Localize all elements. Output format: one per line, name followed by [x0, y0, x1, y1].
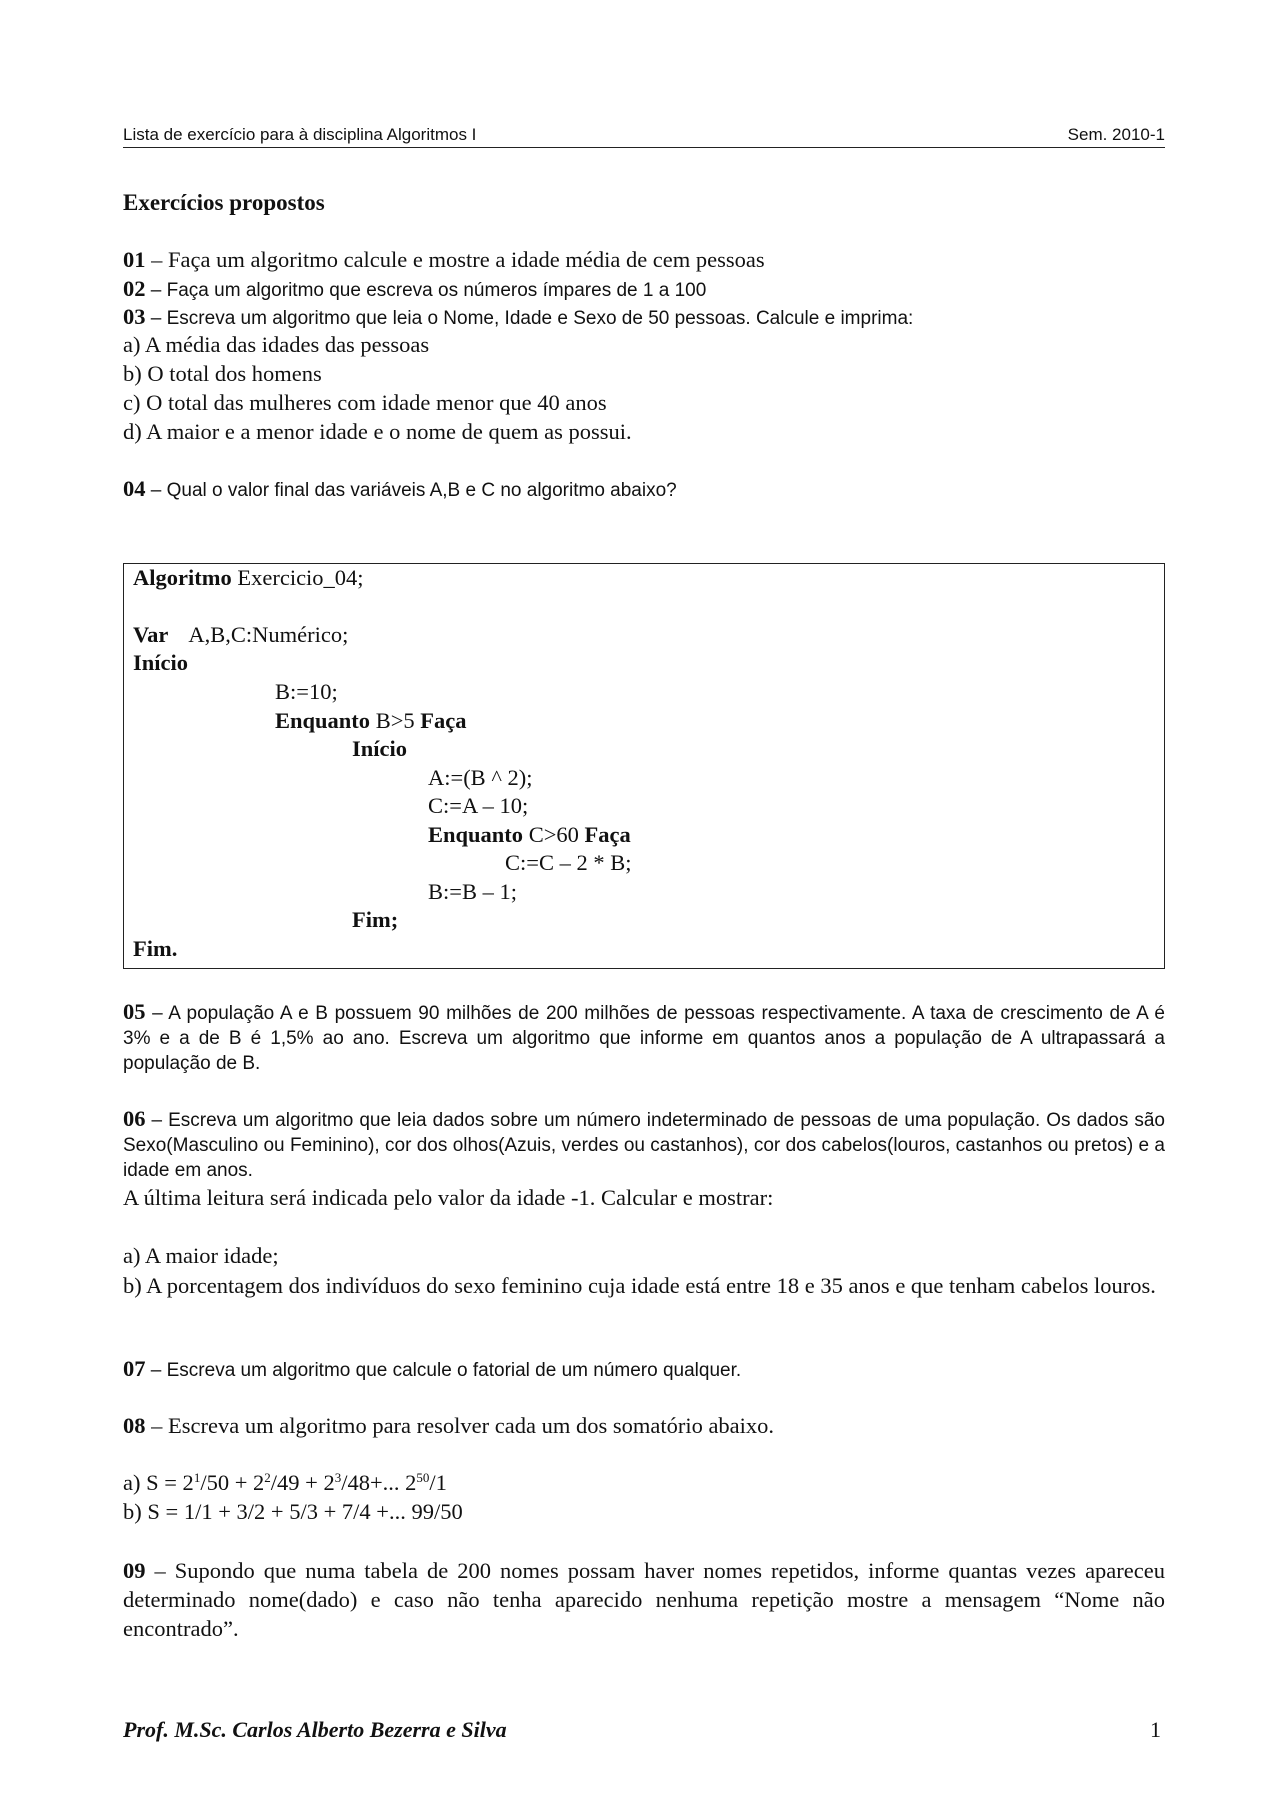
code-line-b-update: B:=B – 1;	[428, 879, 517, 904]
keyword-algoritmo: Algoritmo	[133, 565, 232, 590]
exercise-06-item-a: a) A maior idade;	[123, 1243, 279, 1268]
exercise-06-instruction: A última leitura será indicada pelo valor da idade -1. Calcular e mostrar:	[123, 1185, 774, 1210]
exercise-number: 05	[123, 999, 146, 1024]
exercise-text: – Escreva um algoritmo que leia o Nome, Idade e Sexo de 50 pessoas. Calcule e imprima:	[145, 308, 914, 329]
condition: B>5	[370, 708, 421, 733]
header-rule	[123, 147, 1165, 148]
code-line-inicio	[133, 650, 188, 676]
page-number: 1	[1150, 1717, 1161, 1742]
exercise-text: – Escreva um algoritmo que calcule o fatorial de um número qualquer.	[145, 1360, 742, 1381]
exercise-number: 09	[123, 1558, 146, 1583]
exercise-07	[123, 1356, 741, 1382]
exercise-text: – Escreva um algoritmo para resolver cada um dos somatório abaixo.	[145, 1413, 775, 1438]
exponent: 1	[193, 1470, 201, 1485]
exercise-06	[123, 1106, 1165, 1183]
exercise-text: – Faça um algoritmo calcule e mostre a idade média de cem pessoas	[145, 247, 765, 272]
exercise-text: – Qual o valor final das variáveis A,B e C no algoritmo abaixo?	[145, 480, 677, 501]
exercise-number: 08	[123, 1413, 146, 1438]
code-line-a-assign: A:=(B ^ 2);	[428, 765, 533, 790]
keyword-enquanto: Enquanto	[428, 822, 524, 847]
exercise-03-item-b: b) O total dos homens	[123, 361, 322, 386]
header-semester: Sem. 2010-1	[1067, 125, 1165, 144]
keyword-faca: Faça	[420, 708, 467, 733]
exercise-text: – Supondo que numa tabela de 200 nomes possam haver nomes repetidos, informe quantas vezes apareceu determinado nome(dado) e caso não tenha aparecido nenhuma repetição mostre a mensagem “Nome não encontrado”.	[123, 1558, 1165, 1641]
exponent: 2	[264, 1470, 271, 1485]
exercise-05	[123, 999, 1165, 1076]
exponent: 3	[334, 1470, 342, 1485]
exercise-text: – A população A e B possuem 90 milhões de 200 milhões de pessoas respectivamente. A taxa de crescimento de A é 3% e a de B é 1,5% ao ano. Escreva um algoritmo que informe em quantos anos a população de A ultrapassará a população de B.	[123, 1003, 1165, 1074]
exercise-number: 04	[123, 476, 146, 501]
exercise-08-item-b: b) S = 1/1 + 3/2 + 5/3 + 7/4 +... 99/50	[123, 1499, 463, 1524]
keyword-var: Var	[133, 622, 169, 647]
exercise-number: 02	[123, 276, 146, 301]
code-line-fim-final	[133, 936, 177, 962]
sum-text: /1	[429, 1470, 447, 1495]
exercise-01	[123, 247, 765, 273]
keyword-fim-final: Fim.	[133, 936, 178, 961]
condition: C>60	[523, 822, 585, 847]
sum-text: /50 + 2	[200, 1470, 265, 1495]
code-line-inicio-2	[352, 736, 407, 762]
exercise-number: 06	[123, 1106, 146, 1131]
var-declaration: A,B,C:Numérico;	[188, 622, 349, 647]
code-line-b-init: B:=10;	[275, 679, 338, 704]
keyword-inicio: Início	[352, 736, 408, 761]
code-line-fim	[352, 907, 398, 933]
code-line-enquanto-1	[275, 708, 467, 734]
code-line-c-assign: C:=A – 10;	[428, 793, 529, 818]
exercise-04	[123, 476, 677, 502]
exercise-number: 01	[123, 247, 146, 272]
keyword-fim: Fim;	[352, 907, 399, 932]
keyword-enquanto: Enquanto	[275, 708, 371, 733]
keyword-inicio: Início	[133, 650, 189, 675]
exercise-03-item-c: c) O total das mulheres com idade menor que 40 anos	[123, 390, 607, 415]
algorithm-name: Exercicio_04;	[231, 565, 364, 590]
exercise-number: 07	[123, 1356, 146, 1381]
exponent: 50	[416, 1470, 430, 1485]
exercise-02	[123, 276, 706, 302]
header-title: Lista de exercício para à disciplina Algoritmos I	[123, 125, 477, 144]
footer-author: Prof. M.Sc. Carlos Alberto Bezerra e Silva	[123, 1717, 507, 1742]
exercise-03-item-a: a) A média das idades das pessoas	[123, 332, 430, 357]
exercise-03-item-d: d) A maior e a menor idade e o nome de quem as possui.	[123, 419, 632, 444]
exercise-text: – Escreva um algoritmo que leia dados sobre um número indeterminado de pessoas de uma população. Os dados são Sexo(Masculino ou Feminino), cor dos olhos(Azuis, verdes ou castanhos), cor dos cabelos(louros, castanhos ou pretos) e a idade em anos.	[123, 1110, 1165, 1181]
code-line-c-update: C:=C – 2 * B;	[505, 850, 632, 875]
sum-text: /49 + 2	[270, 1470, 335, 1495]
exercise-number: 03	[123, 304, 146, 329]
code-line-enquanto-2	[428, 822, 631, 848]
code-line-algoritmo	[133, 565, 364, 591]
exercise-06-item-b: b) A porcentagem dos indivíduos do sexo feminino cuja idade está entre 18 e 35 anos e que tenham cabelos louros.	[123, 1273, 1156, 1298]
sum-text: a) S = 2	[123, 1470, 194, 1495]
exercise-03	[123, 304, 913, 330]
exercise-text: – Faça um algoritmo que escreva os números ímpares de 1 a 100	[145, 280, 707, 301]
exercise-09	[123, 1556, 1165, 1643]
exercise-08	[123, 1413, 774, 1439]
section-title: Exercícios propostos	[123, 190, 325, 215]
sum-text: /48+... 2	[341, 1470, 417, 1495]
exercise-08-item-a	[123, 1470, 447, 1496]
keyword-faca: Faça	[584, 822, 631, 847]
code-line-var	[133, 622, 348, 648]
